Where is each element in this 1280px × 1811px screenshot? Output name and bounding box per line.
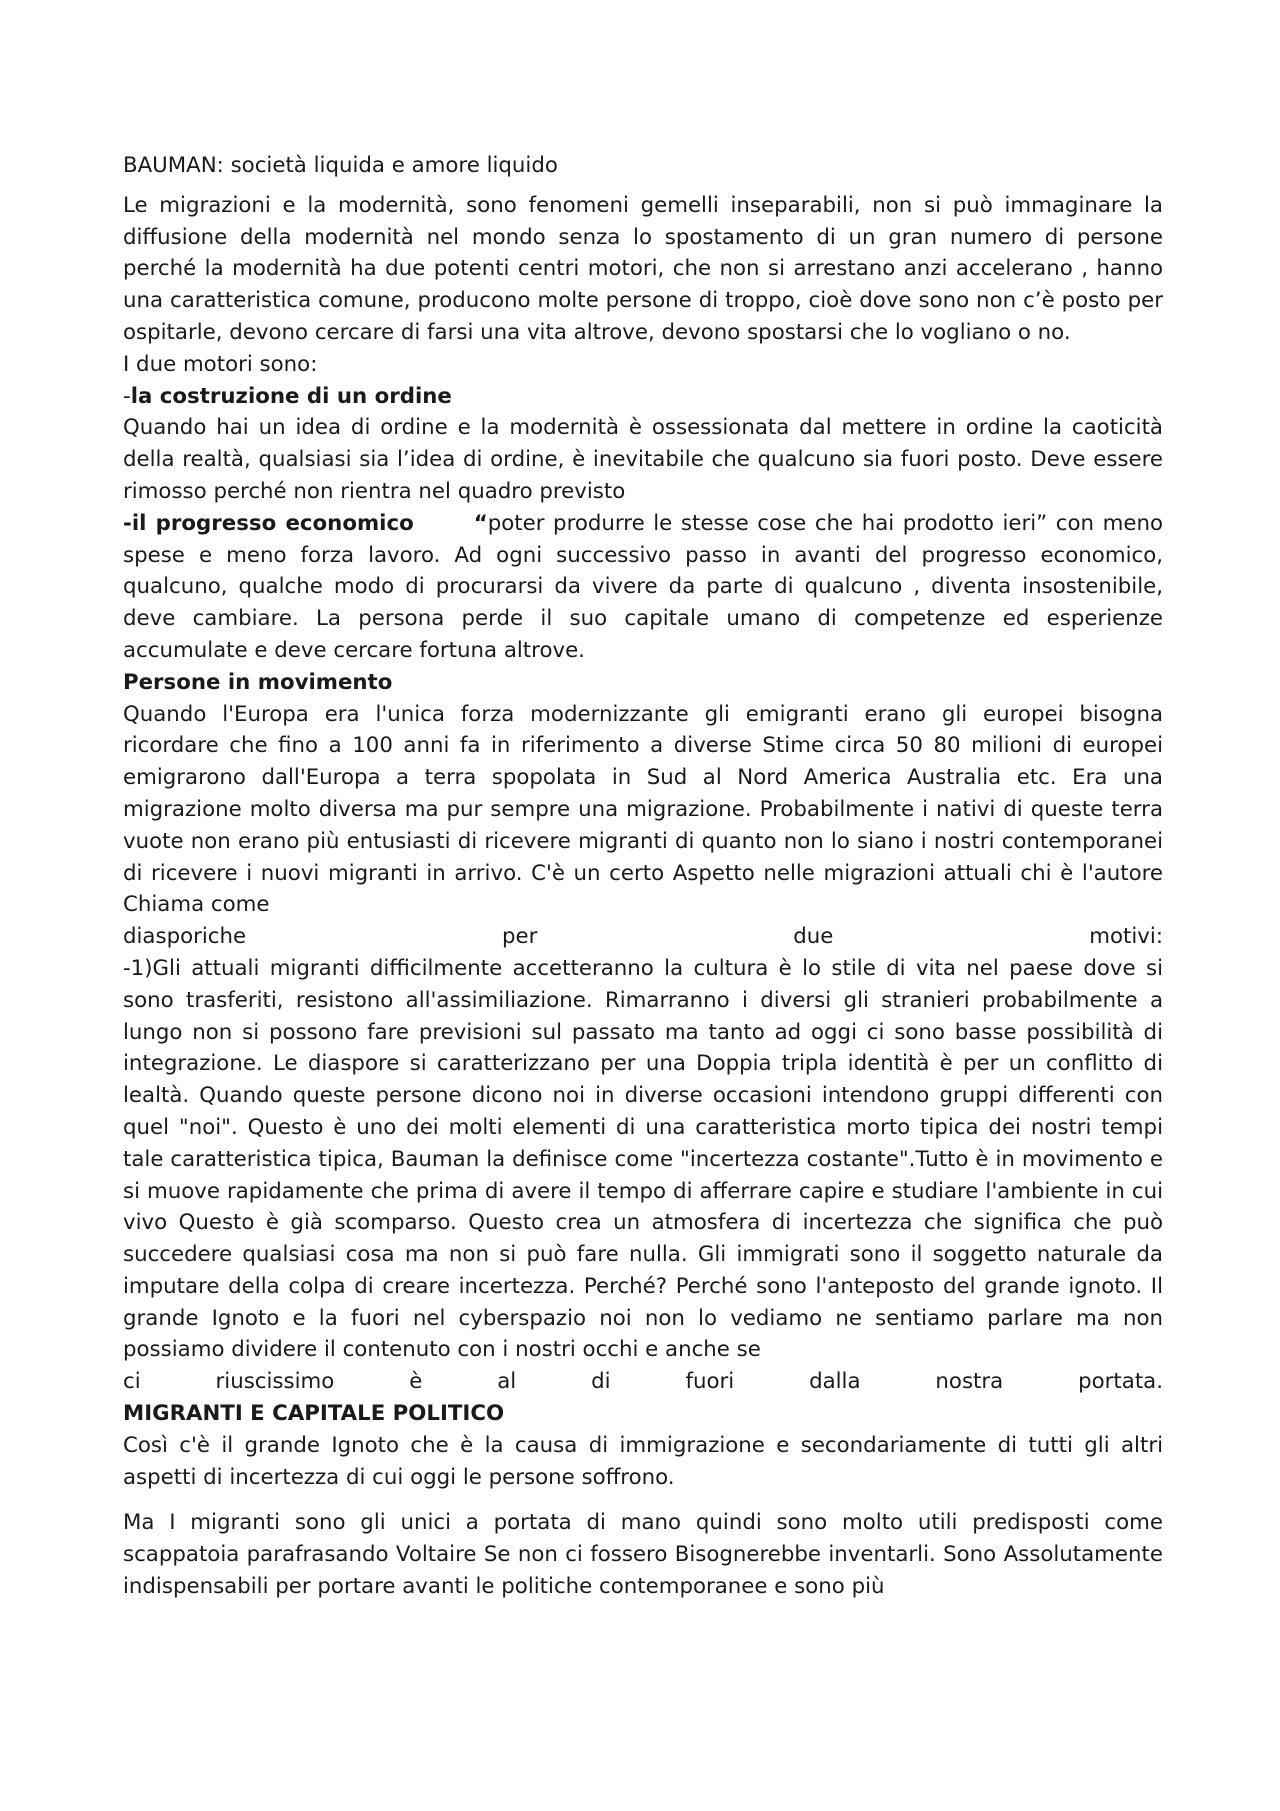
heading-order xyxy=(123,381,1163,413)
paragraph-economic-progress xyxy=(123,508,1163,667)
heading-people-moving: Persone in movimento xyxy=(123,669,393,695)
paragraph-migrants-useful: Ma I migranti sono gli unici a portata di mano quindi sono molto utili predisposti come scappatoia parafrasando Voltaire Se non ci fossero Bisognerebbe inventarli. Sono Assolutamente indispensabili per portare avanti le politiche contemporanee e sono più xyxy=(123,1510,1163,1600)
heading-political-capital: MIGRANTI E CAPITALE POLITICO xyxy=(123,1401,505,1427)
paragraph-diaspora: -1)Gli attuali migranti difficilmente accetteranno la cultura è lo stile di vita nel paese dove si sono trasferiti, resistono all'assimiliazione. Rimarranno i diversi gli stranieri probabilmente a lungo non si possono fare previsioni sul passato ma tanto ad oggi ci sono basse possibilità di integrazione. Le diaspore si caratterizzano per una Doppia tripla identità è per un conflitto di lealtà. Quando queste persone dicono noi in diverse occasioni intendono gruppi differenti con quel "noi". Questo è uno dei molti elementi di una caratteristica morto tipica dei nostri tempi tale caratteristica tipica, Bauman la definisce come "incertezza costante".Tutto è in movimento e si muove rapidamente che prima di avere il tempo di afferrare capire e studiare l'ambiente in cui vivo Questo è già scomparso. Questo crea un atmosfera di incertezza che significa che può succedere qualsiasi cosa ma non si può fare nulla. Gli immigrati sono il soggetto naturale da imputare della colpa di creare incertezza. Perché? Perché sono l'anteposto del grande ignoto. Il grande Ignoto e la fuori nel cyberspazio noi non lo vediamo ne sentiamo parlare ma non possiamo dividere il contenuto con i nostri occhi e anche se xyxy=(123,955,1163,1363)
heading-order-text: la costruzione di un ordine xyxy=(130,383,452,409)
opening-quote: “ xyxy=(473,510,488,536)
heading-order-dash: - xyxy=(123,383,131,409)
heading-economic-progress: -il progresso economico xyxy=(123,510,414,536)
paragraph-diaspora-end: ci riuscissimo è al di fuori dalla nostra portata. xyxy=(123,1369,1163,1395)
paragraph-intro: Le migrazioni e la modernità, sono fenomeni gemelli inseparabili, non si può immaginare la diffusione della modernità nel mondo senza lo spostamento di un gran numero di persone perché la modernità ha due potenti centri motori, che non si arrestano anzi accelerano , hanno una caratteristica comune, producono molte persone di troppo, cioè dove sono non c’è posto per ospitarle, devono cercare di farsi una vita altrove, devono spostarsi che lo vogliano o no. xyxy=(123,192,1163,345)
paragraph-people-moving: Quando l'Europa era l'unica forza modernizzante gli emigranti erano gli europei bisogna ricordare che fino a 100 anni fa in riferimento a diverse Stime circa 50 80 milioni di europei emigrarono dall'Europa a terra spopolata in Sud al Nord America Australia etc. Era una migrazione molto diversa ma pur sempre una migrazione. Probabilmente i nativi di queste terra vuote non erano più entusiasti di ricevere migranti di quanto non lo siano i nostri contemporanei di ricevere i nuovi migranti in arrivo. C'è un certo Aspetto nelle migrazioni attuali chi è l'autore Chiama come xyxy=(123,701,1163,918)
paragraph-order: Quando hai un idea di ordine e la modernità è ossessionata dal mettere in ordine la caoticità della realtà, qualsiasi sia l’idea di ordine, è inevitabile che qualcuno sia fuori posto. Deve essere rimosso perché non rientra nel quadro previsto xyxy=(123,415,1163,504)
paragraph-unknown: Così c'è il grande Ignoto che è la causa di immigrazione e secondariamente di tutti gli altri aspetti di incertezza di cui oggi le persone soffrono. xyxy=(123,1432,1163,1490)
document-page xyxy=(123,150,1163,1603)
economic-progress-text: poter produrre le stesse cose che hai prodotto ieri” con meno spese e meno forza lavoro. Ad ogni successivo passo in avanti del progresso economico, qualcuno, qualche modo di procurarsi da vivere da parte di qualcuno , diventa insostenibile, deve cambiare. La persona perde il suo capitale umano di competenze ed esperienze accumulate e deve cercare fortuna altrove. xyxy=(123,510,1163,663)
document-title: BAUMAN: società liquida e amore liquido xyxy=(123,153,558,178)
paragraph-people-moving-end: diasporiche per due motivi: xyxy=(123,924,1163,950)
paragraph-motors: I due motori sono: xyxy=(123,351,318,377)
